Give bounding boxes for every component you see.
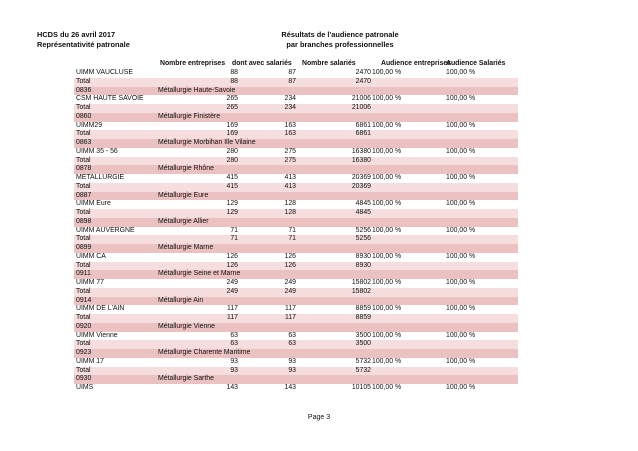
dont-salaries-value: 71: [288, 226, 296, 234]
branch-group-row: [74, 297, 518, 306]
nb-entreprises-value: 265: [226, 95, 238, 103]
dont-salaries-value: 63: [288, 340, 296, 348]
branch-group-row: [74, 349, 518, 358]
dont-salaries-value: 275: [284, 156, 296, 164]
col-header-nb-entreprises: Nombre entreprises: [160, 60, 226, 67]
dont-salaries-value: 87: [288, 77, 296, 85]
total-label: Total: [76, 209, 91, 216]
nb-entreprises-value: 93: [230, 366, 238, 374]
branch-label: Métallurgie Seine et Marne: [158, 270, 241, 278]
total-row: [74, 262, 518, 271]
table-row: [74, 69, 518, 78]
audience-salaries-value: 100,00 %: [446, 357, 476, 365]
nb-entreprises-value: 126: [226, 252, 238, 260]
nb-entreprises-value: 126: [226, 261, 238, 269]
branch-code: 0898: [76, 217, 92, 225]
audience-salaries-value: 100,00 %: [446, 147, 476, 155]
branch-label: Métallurgie Charente Maritime: [158, 349, 251, 356]
col-header-dont-salaries: dont avec salariés: [232, 60, 292, 67]
nb-entreprises-value: 129: [226, 200, 238, 208]
total-label: Total: [76, 104, 91, 111]
nb-entreprises-value: 88: [230, 77, 238, 85]
dont-salaries-value: 413: [284, 182, 296, 190]
branch-code: 0930: [76, 375, 92, 383]
branch-label: Métallurgie Marne: [158, 244, 214, 251]
total-row: [74, 367, 518, 376]
total-label: Total: [76, 235, 91, 243]
total-row: [74, 314, 518, 323]
audience-salaries-value: 100,00 %: [446, 121, 476, 129]
total-row: [74, 183, 518, 192]
nb-salaries-value: 5256: [355, 235, 371, 243]
table-row: [74, 305, 518, 314]
branch-code: 0923: [76, 349, 92, 356]
document-header-left: [37, 30, 130, 50]
dont-salaries-value: 128: [284, 209, 296, 216]
audience-salaries-value: 100,00 %: [446, 384, 476, 391]
page-number: Page 3: [307, 414, 331, 421]
organisation-name: UIMM DE L'AIN: [76, 305, 125, 313]
branch-label: Métallurgie Haute-Savoie: [158, 86, 236, 94]
dont-salaries-value: 63: [288, 331, 296, 339]
branch-group-row: [74, 165, 518, 174]
branch-group-row: [74, 87, 518, 96]
nb-salaries-value: 8930: [355, 261, 371, 269]
table-row: [74, 95, 518, 104]
nb-salaries-value: 6861: [355, 121, 371, 129]
nb-salaries-value: 3500: [355, 331, 371, 339]
col-header-audience-salaries: Audience Salariés: [446, 60, 506, 67]
audience-entreprises-value: 100,00 %: [372, 200, 402, 208]
organisation-name: UIMM29: [76, 121, 103, 129]
dont-salaries-value: 143: [284, 384, 296, 391]
table-row: [74, 358, 518, 367]
nb-salaries-value: 8859: [355, 305, 371, 313]
dont-salaries-value: 249: [284, 279, 296, 286]
audience-entreprises-value: 100,00 %: [372, 331, 402, 339]
branch-code: 0863: [76, 139, 92, 146]
dont-salaries-value: 126: [284, 261, 296, 269]
organisation-name: UIMM Vienne: [76, 331, 118, 339]
nb-entreprises-value: 88: [230, 69, 238, 76]
total-row: [74, 157, 518, 166]
table-row: [74, 332, 518, 341]
table-row: [74, 253, 518, 262]
nb-entreprises-value: 63: [230, 331, 238, 339]
table-row: [74, 200, 518, 209]
nb-entreprises-value: 169: [226, 121, 238, 129]
branch-label: Métallurgie Allier: [158, 217, 209, 225]
table-row: [74, 384, 518, 393]
header-subtitle: Représentativité patronale: [37, 40, 130, 49]
nb-salaries-value: 21006: [351, 104, 371, 111]
audience-salaries-value: 100,00 %: [446, 331, 476, 339]
col-header-audience-entreprises: Audience entreprises: [381, 60, 452, 67]
total-label: Total: [76, 261, 91, 269]
organisation-name: UIMM 17: [76, 357, 104, 365]
total-label: Total: [76, 287, 91, 295]
nb-salaries-value: 8859: [355, 314, 371, 321]
nb-entreprises-value: 169: [226, 130, 238, 138]
organisation-name: UIMM VAUCLUSE: [76, 69, 133, 76]
table-row: [74, 148, 518, 157]
branch-label: Métallurgie Vienne: [158, 322, 215, 330]
audience-salaries-value: 100,00 %: [446, 174, 476, 181]
dont-salaries-value: 117: [285, 305, 296, 313]
branch-group-row: [74, 139, 518, 148]
total-row: [74, 288, 518, 297]
branch-code: 0914: [76, 296, 92, 304]
report-subtitle: par branches professionnelles: [286, 40, 394, 49]
total-row: [74, 340, 518, 349]
dont-salaries-value: 275: [284, 147, 296, 155]
audience-entreprises-value: 100,00 %: [372, 147, 402, 155]
nb-salaries-value: 16380: [351, 156, 371, 164]
total-label: Total: [76, 77, 91, 85]
branch-label: Métallurgie Morbihan Ille Vilaine: [158, 139, 256, 146]
branch-group-row: [74, 323, 518, 332]
audience-entreprises-value: 100,00 %: [372, 305, 402, 313]
header-date: HCDS du 26 avril 2017: [37, 30, 116, 39]
nb-salaries-value: 3500: [355, 340, 371, 348]
branch-group-row: [74, 375, 518, 384]
dont-salaries-value: 128: [284, 200, 296, 208]
audience-entreprises-value: 100,00 %: [372, 252, 402, 260]
nb-salaries-value: 5256: [355, 226, 371, 234]
total-row: [74, 130, 518, 139]
dont-salaries-value: 413: [284, 174, 296, 181]
audience-salaries-value: 100,00 %: [446, 252, 476, 260]
nb-entreprises-value: 117: [227, 314, 238, 321]
total-row: [74, 78, 518, 87]
dont-salaries-value: 163: [284, 130, 296, 138]
nb-salaries-value: 15802: [351, 287, 371, 295]
nb-entreprises-value: 280: [226, 147, 238, 155]
dont-salaries-value: 93: [288, 366, 296, 374]
results-table: [74, 69, 518, 393]
dont-salaries-value: 117: [285, 314, 296, 321]
branch-code: 0920: [76, 322, 92, 330]
nb-entreprises-value: 143: [226, 384, 238, 391]
total-row: [74, 104, 518, 113]
total-label: Total: [76, 314, 91, 321]
nb-entreprises-value: 280: [226, 156, 238, 164]
nb-entreprises-value: 117: [227, 305, 238, 313]
nb-salaries-value: 20369: [351, 182, 371, 190]
branch-group-row: [74, 218, 518, 227]
dont-salaries-value: 163: [284, 121, 296, 129]
nb-salaries-value: 8930: [355, 252, 371, 260]
branch-code: 0911: [76, 270, 91, 278]
document-header-center: [235, 30, 445, 50]
total-label: Total: [76, 182, 91, 190]
audience-salaries-value: 100,00 %: [446, 69, 476, 76]
total-label: Total: [76, 130, 91, 138]
dont-salaries-value: 249: [284, 287, 296, 295]
dont-salaries-value: 126: [284, 252, 296, 260]
branch-group-row: [74, 270, 518, 279]
dont-salaries-value: 87: [288, 69, 296, 76]
audience-entreprises-value: 100,00 %: [372, 95, 402, 103]
nb-salaries-value: 4845: [355, 200, 371, 208]
nb-salaries-value: 10105: [351, 384, 371, 391]
nb-entreprises-value: 415: [226, 182, 238, 190]
nb-entreprises-value: 249: [226, 279, 238, 286]
audience-salaries-value: 100,00 %: [446, 305, 476, 313]
audience-entreprises-value: 100,00 %: [372, 69, 402, 76]
nb-entreprises-value: 415: [226, 174, 238, 181]
organisation-name: UIMM 77: [76, 279, 104, 286]
dont-salaries-value: 234: [284, 95, 296, 103]
nb-salaries-value: 20369: [351, 174, 371, 181]
nb-salaries-value: 5732: [355, 366, 371, 374]
audience-entreprises-value: 100,00 %: [372, 121, 402, 129]
total-label: Total: [76, 340, 91, 348]
col-header-nb-salaries: Nombre salariés: [302, 60, 356, 67]
nb-entreprises-value: 71: [230, 226, 238, 234]
nb-salaries-value: 5732: [355, 357, 371, 365]
nb-entreprises-value: 93: [230, 357, 238, 365]
branch-label: Métallurgie Eure: [158, 191, 209, 199]
branch-group-row: [74, 244, 518, 253]
branch-label: Métallurgie Finistère: [158, 112, 221, 120]
table-row: [74, 227, 518, 236]
audience-entreprises-value: 100,00 %: [372, 279, 402, 286]
audience-entreprises-value: 100,00 %: [372, 357, 402, 365]
branch-code: 0860: [76, 112, 92, 120]
audience-entreprises-value: 100,00 %: [372, 226, 402, 234]
branch-label: Métallurgie Rhône: [158, 165, 214, 173]
branch-group-row: [74, 192, 518, 201]
audience-salaries-value: 100,00 %: [446, 95, 476, 103]
nb-salaries-value: 6861: [355, 130, 371, 138]
nb-salaries-value: 21006: [351, 95, 371, 103]
nb-entreprises-value: 265: [226, 104, 238, 111]
nb-salaries-value: 2470: [355, 77, 371, 85]
branch-code: 0836: [76, 86, 92, 94]
total-label: Total: [76, 366, 91, 374]
dont-salaries-value: 71: [288, 235, 296, 243]
organisation-name: UIMM AUVERGNE: [76, 226, 135, 234]
nb-entreprises-value: 63: [230, 340, 238, 348]
nb-entreprises-value: 129: [226, 209, 238, 216]
audience-salaries-value: 100,00 %: [446, 200, 476, 208]
dont-salaries-value: 93: [288, 357, 296, 365]
organisation-name: METALLURGIE: [76, 174, 125, 181]
audience-entreprises-value: 100,00 %: [372, 174, 402, 181]
report-title: Résultats de l'audience patronale: [281, 30, 399, 39]
nb-entreprises-value: 71: [230, 235, 238, 243]
organisation-name: UIMM 35 - 56: [76, 147, 118, 155]
table-row: [74, 122, 518, 131]
dont-salaries-value: 234: [284, 104, 296, 111]
nb-salaries-value: 16380: [351, 147, 371, 155]
nb-salaries-value: 2470: [355, 69, 371, 76]
branch-code: 0899: [76, 244, 92, 251]
organisation-name: CSM HAUTE SAVOIE: [76, 95, 144, 103]
organisation-name: UIMS: [76, 384, 94, 391]
branch-label: Métallurgie Ain: [158, 296, 204, 304]
total-row: [74, 209, 518, 218]
total-row: [74, 235, 518, 244]
organisation-name: UIMM Eure: [76, 200, 111, 208]
audience-entreprises-value: 100,00 %: [372, 384, 402, 391]
table-row: [74, 174, 518, 183]
branch-code: 0887: [76, 191, 92, 199]
audience-salaries-value: 100,00 %: [446, 279, 476, 286]
total-label: Total: [76, 156, 91, 164]
nb-salaries-value: 15802: [351, 279, 371, 286]
nb-salaries-value: 4845: [355, 209, 371, 216]
table-row: [74, 279, 518, 288]
nb-entreprises-value: 249: [226, 287, 238, 295]
branch-group-row: [74, 113, 518, 122]
organisation-name: UIMM CA: [76, 252, 106, 260]
branch-code: 0878: [76, 165, 92, 173]
branch-label: Métallurgie Sarthe: [158, 375, 214, 383]
audience-salaries-value: 100,00 %: [446, 226, 476, 234]
